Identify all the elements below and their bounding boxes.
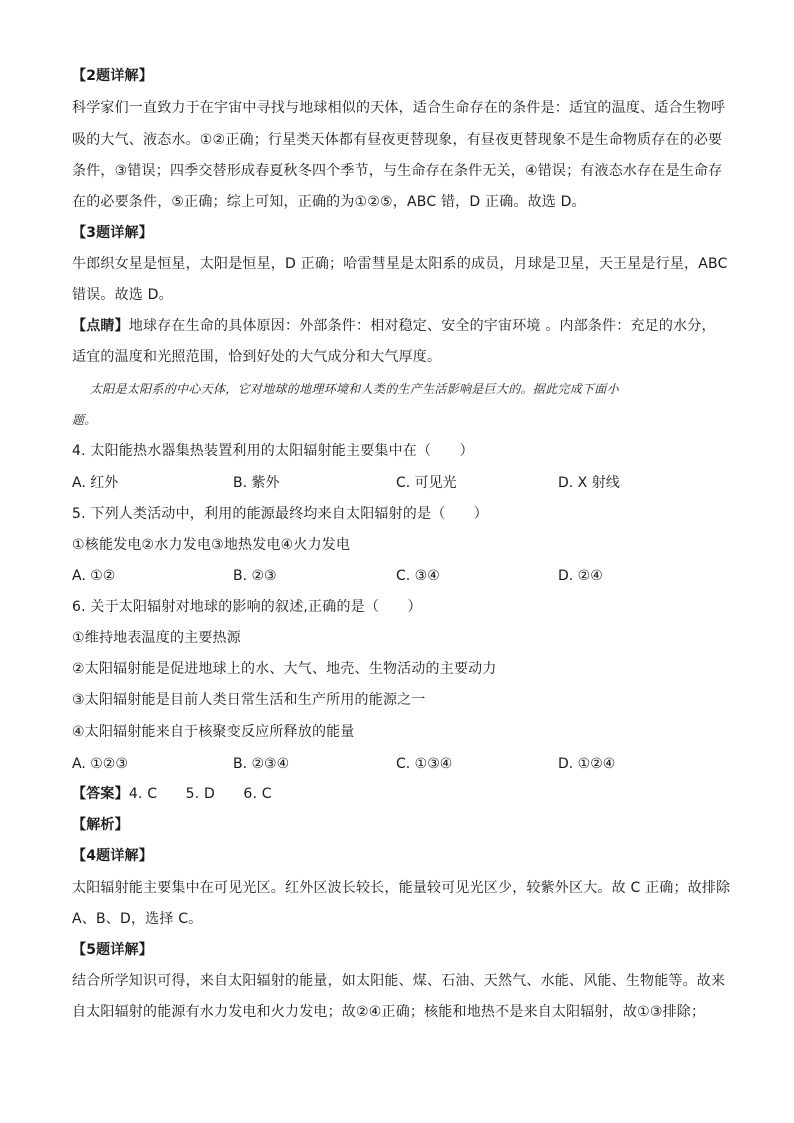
q6-item-3: ③太阳辐射能是目前人类日常生活和生产所用的能源之一 [72,692,426,708]
q5-explain-line-1: 结合所学知识可得，来自太阳辐射的能量，如太阳能、煤、石油、天然气、水能、风能、生物能等。故来 [72,973,726,989]
q5-option-a: A. ①② [72,568,116,584]
q4-explain-heading: 【4题详解】 [72,848,153,864]
q3-line-1: 牛郎织女星是恒星，太阳是恒星，D 正确；哈雷彗星是太阳系的成员，月球是卫星，天王星是行星，ABC [72,256,728,272]
q6-option-b: B. ②③④ [233,756,290,772]
q5-explain-heading: 【5题详解】 [72,942,153,958]
q3-heading: 【3题详解】 [72,225,153,241]
q6-option-c: C. ①③④ [396,756,453,772]
q4-option-c: C. 可见光 [396,475,457,491]
q5-option-b: B. ②③ [233,568,277,584]
q2-line-3: 条件，③错误；四季交替形成春夏秋冬四个季节，与生命存在条件无关，④错误；有液态水存在是生命存 [72,163,723,179]
passage-line-2: 题。 [72,413,97,427]
answer-heading: 【答案】 [72,786,129,802]
answer-line [72,784,272,804]
q2-heading: 【2题详解】 [72,68,153,84]
q4-option-d: D. X 射线 [558,475,620,491]
q5-option-d: D. ②④ [558,568,603,584]
q6-option-a: A. ①②③ [72,756,128,772]
passage-line-1: 太阳是太阳系的中心天体，它对地球的地理环境和人类的生产生活影响是巨大的。据此完成下面小 [90,382,619,396]
answer-text: 4. C 5. D 6. C [128,786,272,802]
q4-option-a: A. 红外 [72,475,119,491]
q5-items: ①核能发电②水力发电③地热发电④火力发电 [72,537,351,553]
q2-line-4: 在的必要条件，⑤正确；综上可知，正确的为①②⑤，ABC 错，D 正确。故选 D。 [72,194,586,210]
tip-text-1: 地球存在生命的具体原因：外部条件：相对稳定、安全的宇宙环境 。内部条件：充足的水分， [128,318,716,334]
q2-line-1: 科学家们一直致力于在宇宙中寻找与地球相似的天体，适合生命存在的条件是：适宜的温度、适合生物呼 [72,100,726,116]
q6-stem: 6. 关于太阳辐射对地球的影响的叙述,正确的是（ ） [72,599,422,615]
q6-item-1: ①维持地表温度的主要热源 [72,630,241,646]
q6-item-4: ④太阳辐射能来自于核聚变反应所释放的能量 [72,724,355,740]
tip-line-1 [72,316,716,336]
q4-option-b: B. 紫外 [233,475,280,491]
q4-explain-line-1: 太阳辐射能主要集中在可见光区。红外区波长较长，能量较可见光区少，较紫外区大。故 C 正确；故排除 [72,880,731,896]
analysis-heading: 【解析】 [72,817,129,833]
q3-line-2: 错误。故选 D。 [72,287,173,303]
q5-option-c: C. ③④ [396,568,440,584]
q5-explain-line-2: 自太阳辐射的能源有水力发电和火力发电；故②④正确；核能和地热不是来自太阳辐射，故①③排除； [72,1004,706,1020]
q6-item-2: ②太阳辐射能是促进地球上的水、大气、地壳、生物活动的主要动力 [72,661,497,677]
q4-stem: 4. 太阳能热水器集热装置利用的太阳辐射能主要集中在（ ） [72,443,474,459]
tip-line-2: 适宜的温度和光照范围，恰到好处的大气成分和大气厚度。 [72,349,442,365]
q6-option-d: D. ①②④ [558,756,616,772]
q5-stem: 5. 下列人类活动中，利用的能源最终均来自太阳辐射的是（ ） [72,506,489,522]
q4-explain-line-2: A、B、D，选择 C。 [72,911,203,927]
q2-line-2: 吸的大气、液态水。①②正确；行星类天体都有昼夜更替现象，有昼夜更替现象不是生命物质存在的必要 [72,132,723,148]
tip-heading: 【点睛】 [72,318,129,334]
